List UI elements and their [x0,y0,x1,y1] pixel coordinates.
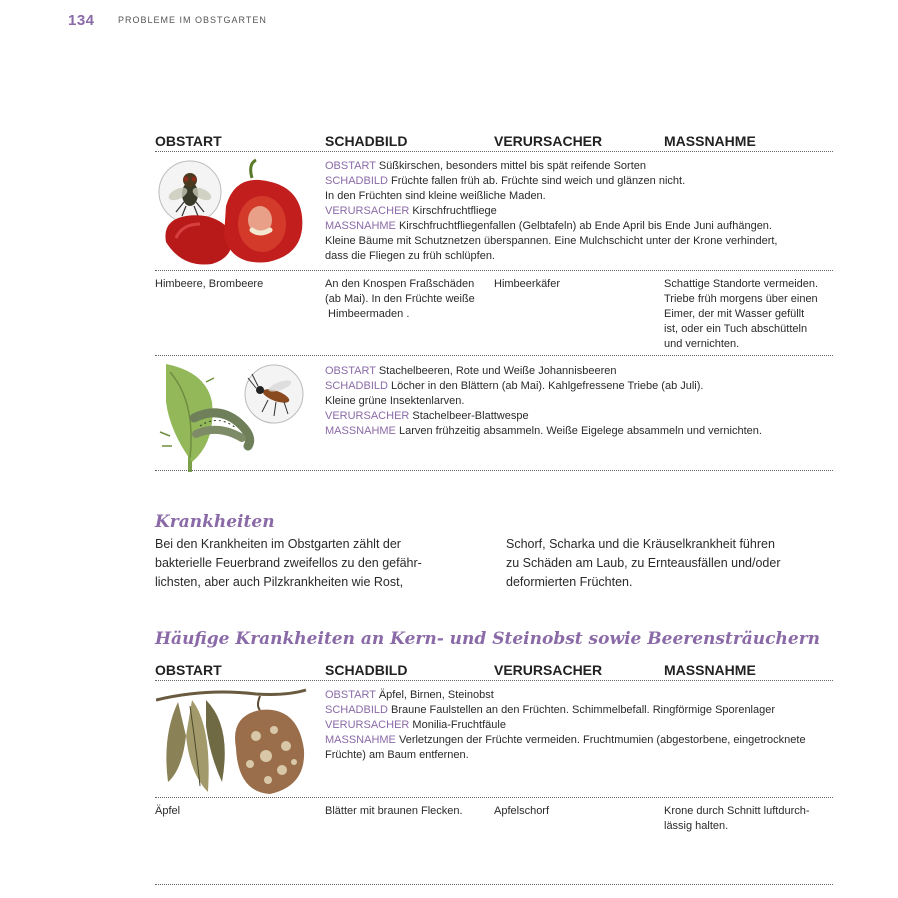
label-verursacher: VERURSACHER [325,205,410,217]
obstart-cell: Himbeere, Brombeere [155,278,264,290]
divider [155,355,833,356]
column-header-massnahme: MASSNAHME [664,662,756,678]
label-schadbild: SCHADBILD [325,175,388,187]
column-header-obstart: OBSTART [155,662,222,678]
cell-line: Schattige Standorte vermeiden. [664,278,819,290]
schadbild-cell: Blätter mit braunen Flecken. [325,805,463,817]
cell-line: An den Knospen Fraßschäden [325,278,475,290]
running-title: PROBLEME IM OBSTGARTEN [118,15,267,25]
verursacher-value: Monilia-Fruchtfäule [412,719,506,731]
intro-paragraph-left [155,535,485,592]
section-title-krankheiten: Krankheiten [155,512,275,532]
cell-line: Krone durch Schnitt luftdurch- [664,805,810,817]
massnahme-value-cont: dass die Fliegen zu früh schlüpfen. [325,250,495,262]
paragraph-line: Bei den Krankheiten im Obstgarten zählt der [155,537,401,551]
divider [155,270,833,271]
verursacher-value: Kirschfruchtfliege [412,205,497,217]
schadbild-value-cont: In den Früchten sind kleine weißliche Maden. [325,190,546,202]
column-header-schadbild: SCHADBILD [325,662,408,678]
paragraph-line: lichsten, aber auch Pilzkrankheiten wie Rost, [155,575,404,589]
label-massnahme: MASSNAHME [325,734,396,746]
column-header-massnahme: MASSNAHME [664,133,756,149]
label-massnahme: MASSNAHME [325,425,396,437]
monilia-fruit-rot-image [156,686,310,796]
label-schadbild: SCHADBILD [325,380,388,392]
divider [155,680,833,681]
paragraph-line: deformierten Früchten. [506,575,633,589]
cherry-fruit-fly-image [156,158,310,268]
label-massnahme: MASSNAHME [325,220,396,232]
schadbild-value-cont: Kleine grüne Insektenlarven. [325,395,465,407]
column-header-verursacher: VERURSACHER [494,133,603,149]
label-verursacher: VERURSACHER [325,719,410,731]
label-obstart: OBSTART [325,160,376,172]
divider [155,884,833,885]
schadbild-value: Braune Faulstellen an den Früchten. Schimmelbefall. Ringförmige Sporenlager [391,704,776,716]
schadbild-value: Löcher in den Blättern (ab Mai). Kahlgefressene Triebe (ab Juli). [391,380,704,392]
massnahme-cell [664,804,810,834]
obstart-value: Stachelbeeren, Rote und Weiße Johannisbeeren [378,365,617,377]
verursacher-cell: Himbeerkäfer [494,278,561,290]
label-verursacher: VERURSACHER [325,410,410,422]
sawfly-larvae-image [156,362,310,472]
label-schadbild: SCHADBILD [325,704,388,716]
label-obstart: OBSTART [325,689,376,701]
label-obstart: OBSTART [325,365,376,377]
massnahme-value: Kirschfruchtfliegenfallen (Gelbtafeln) ab Ende April bis Ende Juni aufhängen. [398,220,772,232]
column-header-obstart: OBSTART [155,133,222,149]
massnahme-cell [664,277,818,352]
massnahme-value: Verletzungen der Früchte vermeiden. Fruchtmumien (abgestorbene, eingetrocknete [398,734,806,746]
divider [155,151,833,152]
cell-line: Triebe früh morgens über einen [664,293,818,305]
verursacher-value: Stachelbeer-Blattwespe [412,410,529,422]
massnahme-value: Larven frühzeitig absammeln. Weiße Eigelege absammeln und vernichten. [398,425,762,437]
schadbild-value: Früchte fallen früh ab. Früchte sind weich und glänzen nicht. [391,175,686,187]
obstart-value: Äpfel, Birnen, Steinobst [378,689,494,701]
intro-paragraph-right [506,535,836,592]
cell-line: Eimer, der mit Wasser gefüllt [664,308,805,320]
obstart-value: Süßkirschen, besonders mittel bis spät reifende Sorten [378,160,647,172]
paragraph-line: zu Schäden am Laub, zu Ernteausfällen und/oder [506,556,781,570]
verursacher-cell: Apfelschorf [494,805,550,817]
schadbild-cell [325,277,475,322]
column-header-schadbild: SCHADBILD [325,133,408,149]
column-header-verursacher: VERURSACHER [494,662,603,678]
obstart-cell: Äpfel [155,805,181,817]
paragraph-line: Schorf, Scharka und die Kräuselkrankheit führen [506,537,775,551]
paragraph-line: bakterielle Feuerbrand zweifellos zu den gefähr- [155,556,422,570]
cell-line: Himbeermaden . [325,308,410,320]
page-number: 134 [68,12,95,29]
cell-line: (ab Mai). In den Früchte weiße [325,293,475,305]
massnahme-value-cont: Kleine Bäume mit Schutznetzen überspannen. Eine Mulchschicht unter der Krone verhindert, [325,235,778,247]
massnahme-value-cont: Früchte) am Baum entfernen. [325,749,469,761]
table-title: Häufige Krankheiten an Kern- und Steinobst sowie Beerensträuchern [155,629,821,649]
divider [155,797,833,798]
cell-line: und vernichten. [664,338,740,350]
divider [155,470,833,471]
cell-line: lässig halten. [664,820,729,832]
cell-line: ist, oder ein Tuch abschütteln [664,323,808,335]
